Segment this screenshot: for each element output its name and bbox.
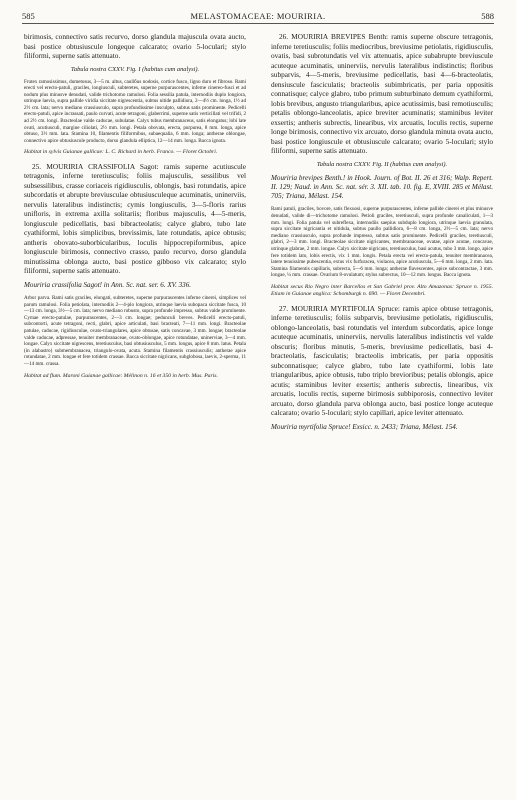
- species-27-citation: Mouriria myrtifolia Spruce! Exsicc. n. 2433; Triana, Mélast. 154.: [271, 422, 458, 431]
- species-24-habitat: Habitat in sylvis Guianae gallicae: L. C. Richard in herb. Franco. — Floret Octobri.: [24, 149, 218, 156]
- species-27-diagnosis: [271, 304, 493, 418]
- species-27-title: 27. MOURIRIA MYRTIFOLIA Spruce:: [279, 303, 400, 313]
- page-number-left: 585: [22, 11, 35, 21]
- species-24-description: Frutex ramosissimus, dumetosus, 3—5 m. altus, cauliбus nodosis, cortice fusco, ligno duro et fibroso. Rami erecti vel erecto-patuli, graciles, longiusculi, subteretes, superne purpurascentes, inferne cinereo-fusci et ad nodum plus minusve denudati, valide trichotomo ramulosi. Folia sessilia patula, internodiis duplo longiora, utrinque laevia, supra pallide viridia siccitate nigrescentia, subtus nitide pallidiora, 2—4½ cm. longa, 1½ ad 2½ cm. lata; nervo mediano crassiusculo, supra profundissime insculpto, subtus satis prominente. Pedicelli erecto-patuli, apice incrassati, paulo curvati, acute tetragoni, glaberrimi, superne satis verticillati vel trifidi, 2 ad 2½ cm. longi. Bracteolae valde caducae, subulatae. Calyx tubus membranaceus, satis elongatus; lobi late ovati, acutiusculi, margine ciliolati, 2½ mm. longi. Petala obovata, erecta, purpurea, 8 mm. longa, apice obtuso, 3½ mm. lata. Stamina 10, filamentis filiformibus, subaequalia, 6 mm. longa; antherae oblongae, connectivo apice obtusiuscule producto, dorso glandula elliptica, 12—14 mm. longa. Bacca ignota.: [24, 78, 246, 144]
- species-25-title: 25. MOURIRIA CRASSIFOLIA Sagot:: [32, 161, 159, 171]
- tabula-reference-1: Tabula nostra CXXV. Fig. I (habitus cum analysi).: [70, 65, 200, 73]
- page-number-right: 588: [481, 11, 494, 21]
- right-column: [271, 32, 493, 790]
- species-26-diagnosis: [271, 32, 493, 156]
- species-25-text: ramis superne acutiuscule tetragonis, inferne teretiusculis; foliis majusculis, sessilibus vel subsessilibus, crasse coriaceis rigidiusculis, oblongis, basi rotundatis, apice subcordatis et abrupte breviusculae obtusiusculeque acuminatis, uninerviis, nervulis lateralibus indistinctis; cymis longiusculis, 3—5-floris rarius unifloris, in extrema axilla solitariis; floribus majusculis, 4—5-meris, longiuscule pedicellatis, basi bibracteolatis; calyce glabro, tubo late cyathiformi, lobis simplicibus, brevissimis, late rotundatis, apice obtusis; antheris obovato-suborbicularibus, loculis hippocrepiformibus, apice longiuscule birimosis, connectivo crasso, paulo recurvo, dorso glandula minutissima oblonga aucto, basi postice gibboso vix calcarato; stylo filiformi, superne satis attenuato.: [24, 161, 246, 276]
- species-25-description: Arbor parva. Rami satis graciles, elongati, subteretes, superne purpurascentes inferne cinerei, simplices vel parum ramulosi. Folia petiolata, internodiis 2—4-plo longiora, utrinque laevia subopaca siccitate fusca, 10—13 cm. longa, 3½—5 cm. lata; nervo mediano robusto, supra profunde impresso, subtus valde prominente. Cymae erecto-patulae, purpurascentes, 2—3 cm. longae; pedunculi breves. Pedicelli erecto-patuli, subcontorti, acute tetragoni, recti, glabri, apice articulati, basi bracteati, 7—11 mm. longi. Bracteolae patulae, caducae, rigidiusculae, ovato-triangulares, apice obtusae, satis concavae, 3 mm. longae; bracteolae valde caducae, adpressae, tenuiter membranaceae, ovato-oblongae, apice rotundatae, uninerviae, 3—4 mm. longae. Calyx siccitate nigrescens, teretiusculus, basi obtusiusculus, 5 mm. longus, apice 8 mm. latus. Petala (in alabastro) submembranacea, triangulo-ovata, acuta. Stamina filamentis crassiusculis; antherae apice rotundatae, 2 mm. longae et fere totidem crassae. Bacca siccitate nigricans, subglobosa, laevis, 2-sperma, 11—14 mm. crassa.: [24, 295, 246, 367]
- species-25-citation: Mouriria crassifolia Sagot! in Ann. Sc. nat. ser. 6. XV. 336.: [24, 280, 192, 289]
- species-26-description: Rami patuli, graciles, bovore, satis flexuosi, superne purpurascentes, inferne pallide cinerei et plus minusve denudati, valide di—trichotome ramulosi. Petioli graciles, teretiusculi, supra profunde canaliculati, 1—3 mm. longi. Folia patula vel subreflexa, internodiis saepius subduplo longiora, utrinque laevia granulata, supra siccitate nigricantia et nitidula, subtus paullo pallidiora, 6—8 cm. longa, 2½—5 cm. lata; nervo mediano crassiusculo, supra profunde impresso, subtus satis prominente. Pedicelli graciles, teretiusculi, glabri, 2—3 mm. longi. Bracteolae siccitate nigricantes, membranaceae, ovatae, apice acutae, concavae, utrinque glabrae, 2 mm. longae. Calyx siccitate nigricans, teretiusculus, basi acutus, tubo 3 mm. longo, apice fere totidem lato, lobis erectis, vix 1 mm. longis. Petala erecta vel erecto-patula, tenuiter membranacea, latere tenuissime pubescentia, extus vix furfuracea, violacea, apice acutiuscula, 5—6 mm. longa, 2 mm. lata. Stamina filamentis capillaris, subrecta, 5—6 mm. longa; antherae flavescentes, apice subcontractae, 3 mm. longae, ¼ mm. crassae. Ovarium 8-ovulatum; stylus subrectus, 10—12 mm. longus. Bacca ignota.: [271, 206, 493, 279]
- running-header: [22, 11, 494, 24]
- species-26-citation: Mouriria brevipes Benth.! in Hook. Journ. of Bot. II. 26 et 316; Walp. Repert. II. 129; Naud. in Ann. Sc. nat. sér. 3. XII. tab. 10. fig. E, XVIII. 285 et Mélast. 705; Triana, Mélast. 154.: [271, 173, 493, 201]
- species-27-text: ramis apice obtuse tetragonis, inferne teretiusculis; foliis subparvis, breviusime petiolatis, rigidiusculis, oblongo-lanceolatis, basi rotundatis vel interdum subcordatis, apice longe acuteque acuminatis, uninerviis, nervulis lateralibus indistinctis vel valde obscuris; floribus minutis, 5-meris, breviusime pedicellatis, basi 4-bracteolatis, fasciculatis; bracteolis imbricatis, per paria oppositis subconnatisque; calyce glabro, tubo late cyathiformi, lobis late triangularibus, apice obtusis, tubo triplo brevioribus; petalis oblongis, apice acutis; staminibus leviter exsertis; antheris subrectis, linearibus, vix arcuatis, loculis rectis, superne birimosis subbiporosis, connectivo leviter arcuato, dorso glandula parva oblonga aucto, basi postice longe acuteque calcarato; ovario 5-loculari; stylo capillari, apice leviter attenuato.: [271, 303, 493, 418]
- tabula-reference-2: Tabula nostra CXXV. Fig. II (habitus cum analysi).: [316, 160, 448, 168]
- species-25-diagnosis: [24, 162, 246, 276]
- species-25-habitat: Habitat ad flum. Maroni Guianae gallicae: Mélinon n. 16 et 350 in herb. Mus. Paris.: [24, 372, 218, 379]
- running-title: MELASTOMACEAE: MOURIRIA.: [190, 11, 326, 21]
- species-26-habitat: Habitat secus Rio Negro inter Barcellos et San Gabriel prov. Alto Amazonas: Spruce n. 1955. Etiam in Guianae anglica: Schomburgk n. 690. — Floret Decembri.: [271, 283, 493, 298]
- species-26-text: ramis superne obscure tetragonis, inferne teretiusculis; foliis mediocribus, breviusime petiolatis, rigidiusculis, ovatis, basi subrotundatis vel vix attenuatis, apice subabrupte breviuscule acuteque acuminatis, uninerviis, nervulis lateralibus indistinctis; floribus subparvis, 4—5-meris, breviusime pedicellatis, basi 4—6-bracteolatis, densiuscule fasciculatis; bracteolis subimbricatis, per paria oppositis connatisque; calyce glabro, tubo primum subturbinato demum cyathiformi, lobis brevibus, angusto triangularibus, apice acutissimis, basi remotiusculis; petalis oblongo-lanceolatis, apice breviter acuminatis; staminibus leviter exsertis; antheris subrectis, linearibus, vix arcuatis, loculis rectis, superne longe birimosis, connectivo vix arcuato, dorso glandula minuta ovata aucto, basi postice longiuscule et obtusiuscule calcarato; ovario 5-loculari; stylo filiformi, superne satis attenuato.: [271, 32, 493, 155]
- species-24-continuation: birimosis, connectivo satis recurvo, dorso glandula majuscula ovata aucto, basi postice obtusiuscule longeque calcarato; ovario 5-loculari; stylo filiformi, superne satis attenuato.: [24, 32, 246, 60]
- left-column: [24, 32, 246, 790]
- species-26-title: 26. MOURIRIA BREVIPES Benth:: [279, 32, 389, 41]
